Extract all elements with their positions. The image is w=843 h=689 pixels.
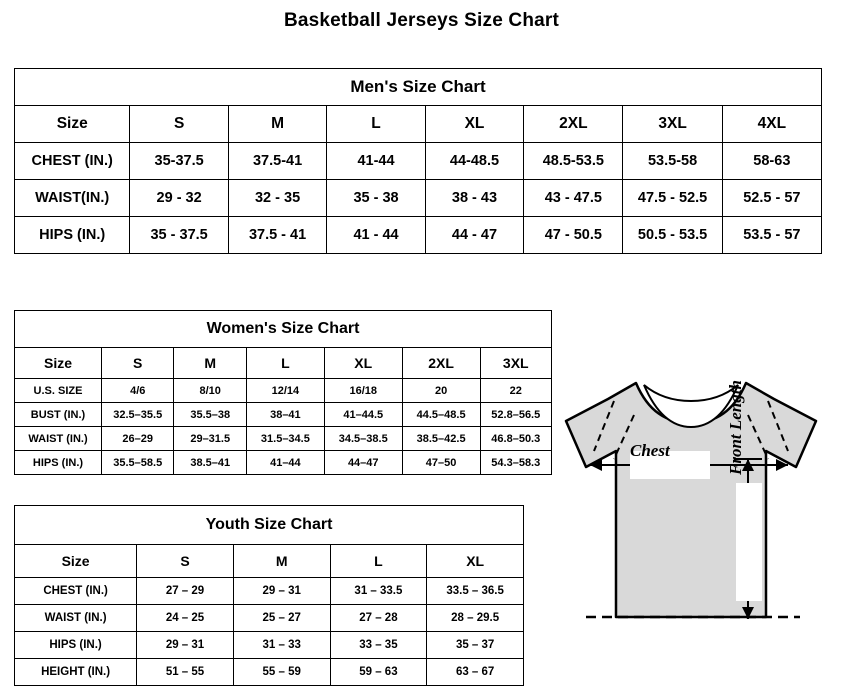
youth-row-label-3: HEIGHT (IN.): [15, 659, 137, 686]
womens-table-title: Women's Size Chart: [15, 311, 552, 348]
mens-cell-0-0: 35-37.5: [130, 143, 228, 180]
womens-cell-2-4: 38.5–42.5: [402, 427, 480, 451]
table-row: [15, 578, 524, 605]
mens-row-label-1: WAIST(IN.): [15, 180, 130, 217]
mens-cell-1-5: 47.5 - 52.5: [623, 180, 722, 217]
womens-cell-1-5: 52.8–56.5: [480, 403, 551, 427]
mens-col-header-2: M: [228, 106, 326, 143]
front-length-measurement-label: Front Length: [726, 380, 745, 475]
page-title: Basketball Jerseys Size Chart: [283, 10, 560, 31]
womens-cell-0-2: 12/14: [246, 379, 324, 403]
mens-col-header-1: S: [130, 106, 228, 143]
womens-row-label-0: U.S. SIZE: [15, 379, 102, 403]
mens-cell-0-3: 44-48.5: [425, 143, 523, 180]
youth-col-header-2: M: [233, 545, 330, 578]
table-row: [15, 659, 524, 686]
womens-cell-3-2: 41–44: [246, 451, 324, 475]
table-row: [15, 379, 552, 403]
table-row: [15, 143, 822, 180]
womens-table-title-row: [15, 311, 552, 348]
youth-table-title: Youth Size Chart: [15, 506, 524, 545]
table-row: [15, 403, 552, 427]
womens-cell-3-3: 44–47: [324, 451, 402, 475]
womens-cell-0-0: 4/6: [101, 379, 173, 403]
mens-col-header-3: L: [327, 106, 425, 143]
womens-cell-3-1: 38.5–41: [174, 451, 246, 475]
table-row: [15, 427, 552, 451]
youth-cell-1-3: 28 – 29.5: [427, 605, 524, 632]
youth-col-header-1: S: [137, 545, 234, 578]
mens-col-header-4: XL: [425, 106, 523, 143]
mens-cell-1-2: 35 - 38: [327, 180, 425, 217]
youth-table-header-row: [15, 545, 524, 578]
mens-cell-1-3: 38 - 43: [425, 180, 523, 217]
womens-row-label-3: HIPS (IN.): [15, 451, 102, 475]
mens-cell-1-4: 43 - 47.5: [524, 180, 623, 217]
womens-cell-1-2: 38–41: [246, 403, 324, 427]
table-row: [15, 632, 524, 659]
mens-row-label-0: CHEST (IN.): [15, 143, 130, 180]
mens-size-chart: [14, 68, 822, 254]
mens-table-header-row: [15, 106, 822, 143]
chest-measurement-label: Chest: [630, 441, 670, 460]
mens-table-title: Men's Size Chart: [15, 69, 822, 106]
youth-col-header-4: XL: [427, 545, 524, 578]
womens-cell-1-1: 35.5–38: [174, 403, 246, 427]
youth-cell-2-0: 29 – 31: [137, 632, 234, 659]
mens-cell-0-5: 53.5-58: [623, 143, 722, 180]
womens-col-header-3: L: [246, 348, 324, 379]
table-row: [15, 605, 524, 632]
youth-cell-2-2: 33 – 35: [330, 632, 427, 659]
womens-cell-2-2: 31.5–34.5: [246, 427, 324, 451]
mens-cell-2-5: 50.5 - 53.5: [623, 217, 722, 254]
youth-row-label-0: CHEST (IN.): [15, 578, 137, 605]
mens-cell-0-6: 58-63: [722, 143, 821, 180]
womens-row-label-2: WAIST (IN.): [15, 427, 102, 451]
youth-col-header-0: Size: [15, 545, 137, 578]
womens-cell-0-1: 8/10: [174, 379, 246, 403]
womens-cell-1-0: 32.5–35.5: [101, 403, 173, 427]
youth-cell-3-2: 59 – 63: [330, 659, 427, 686]
mens-row-label-2: HIPS (IN.): [15, 217, 130, 254]
womens-size-table: [14, 310, 552, 475]
mens-cell-0-2: 41-44: [327, 143, 425, 180]
womens-col-header-6: 3XL: [480, 348, 551, 379]
jersey-shirt-icon: [548, 355, 836, 675]
womens-cell-0-5: 22: [480, 379, 551, 403]
mens-cell-0-4: 48.5-53.5: [524, 143, 623, 180]
womens-cell-1-4: 44.5–48.5: [402, 403, 480, 427]
mens-cell-0-1: 37.5-41: [228, 143, 326, 180]
youth-col-header-3: L: [330, 545, 427, 578]
table-row: [15, 217, 822, 254]
youth-cell-2-3: 35 – 37: [427, 632, 524, 659]
womens-cell-0-4: 20: [402, 379, 480, 403]
womens-cell-3-5: 54.3–58.3: [480, 451, 551, 475]
table-row: [15, 180, 822, 217]
womens-col-header-5: 2XL: [402, 348, 480, 379]
youth-cell-0-0: 27 – 29: [137, 578, 234, 605]
youth-cell-0-2: 31 – 33.5: [330, 578, 427, 605]
youth-size-chart: [14, 505, 524, 686]
mens-cell-1-0: 29 - 32: [130, 180, 228, 217]
mens-cell-1-1: 32 - 35: [228, 180, 326, 217]
womens-col-header-0: Size: [15, 348, 102, 379]
youth-cell-1-1: 25 – 27: [233, 605, 330, 632]
womens-cell-3-0: 35.5–58.5: [101, 451, 173, 475]
youth-table-title-row: [15, 506, 524, 545]
mens-table-title-row: [15, 69, 822, 106]
youth-cell-3-3: 63 – 67: [427, 659, 524, 686]
mens-cell-2-2: 41 - 44: [327, 217, 425, 254]
youth-cell-1-0: 24 – 25: [137, 605, 234, 632]
youth-cell-1-2: 27 – 28: [330, 605, 427, 632]
mens-cell-2-0: 35 - 37.5: [130, 217, 228, 254]
womens-cell-2-5: 46.8–50.3: [480, 427, 551, 451]
mens-size-table: [14, 68, 822, 254]
mens-cell-1-6: 52.5 - 57: [722, 180, 821, 217]
youth-cell-3-1: 55 – 59: [233, 659, 330, 686]
youth-cell-3-0: 51 – 55: [137, 659, 234, 686]
womens-col-header-1: S: [101, 348, 173, 379]
womens-cell-2-0: 26–29: [101, 427, 173, 451]
mens-col-header-6: 3XL: [623, 106, 722, 143]
womens-cell-2-1: 29–31.5: [174, 427, 246, 451]
youth-cell-2-1: 31 – 33: [233, 632, 330, 659]
womens-col-header-2: M: [174, 348, 246, 379]
jersey-measurement-diagram: [548, 355, 836, 675]
youth-row-label-1: WAIST (IN.): [15, 605, 137, 632]
mens-col-header-7: 4XL: [722, 106, 821, 143]
mens-col-header-5: 2XL: [524, 106, 623, 143]
mens-col-header-0: Size: [15, 106, 130, 143]
womens-row-label-1: BUST (IN.): [15, 403, 102, 427]
womens-col-header-4: XL: [324, 348, 402, 379]
youth-row-label-2: HIPS (IN.): [15, 632, 137, 659]
mens-cell-2-3: 44 - 47: [425, 217, 523, 254]
womens-cell-0-3: 16/18: [324, 379, 402, 403]
mens-cell-2-4: 47 - 50.5: [524, 217, 623, 254]
youth-cell-0-1: 29 – 31: [233, 578, 330, 605]
mens-cell-2-6: 53.5 - 57: [722, 217, 821, 254]
youth-cell-0-3: 33.5 – 36.5: [427, 578, 524, 605]
womens-table-header-row: [15, 348, 552, 379]
womens-cell-3-4: 47–50: [402, 451, 480, 475]
mens-cell-2-1: 37.5 - 41: [228, 217, 326, 254]
womens-cell-1-3: 41–44.5: [324, 403, 402, 427]
table-row: [15, 451, 552, 475]
womens-cell-2-3: 34.5–38.5: [324, 427, 402, 451]
youth-size-table: [14, 505, 524, 686]
womens-size-chart: [14, 310, 552, 475]
